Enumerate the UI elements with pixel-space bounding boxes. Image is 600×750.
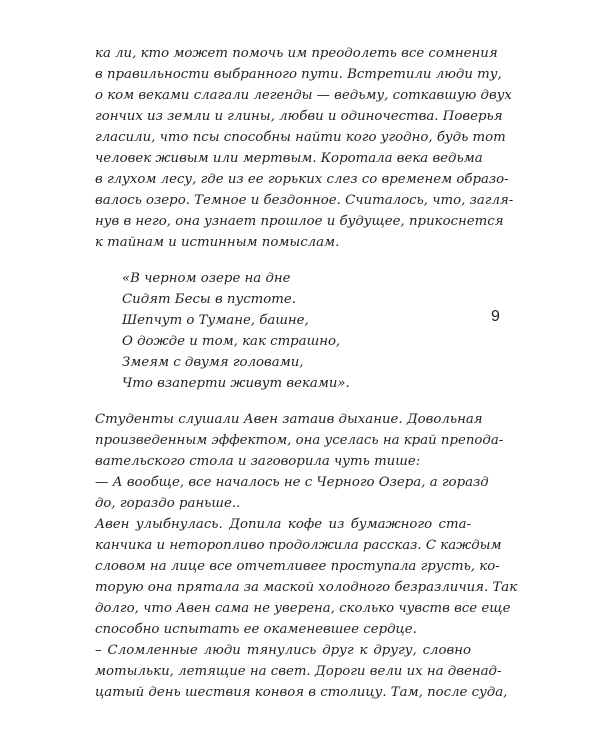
text-line: гончих из земли и глины, любви и одиночества. Поверья <box>95 109 503 124</box>
text-line: канчика и неторопливо продолжила рассказ. С каждым <box>95 538 502 553</box>
verse-line: Змеям с двумя головами, <box>122 355 304 370</box>
verse-line: О дожде и том, как страшно, <box>122 334 341 349</box>
text-line: гласили, что псы способны найти кого угодно, будь тот <box>95 130 506 145</box>
text-line: к тайнам и истинным помыслам. <box>95 235 340 250</box>
text-line: долго, что Авен сама не уверена, сколько чувств все еще <box>95 601 511 616</box>
text-line: до, гораздо раньше.. <box>95 496 241 511</box>
text-line: Авен улыбнулась. Допила кофе из бумажного ста- <box>95 517 471 532</box>
text-line: о ком веками слагали легенды — ведьму, соткавшую двух <box>95 88 512 103</box>
text-line: в правильности выбранного пути. Встретили люди ту, <box>95 67 502 82</box>
verse-line: Что взаперти живут веками». <box>122 376 350 391</box>
text-line: Студенты слушали Авен затаив дыхание. Довольная <box>95 412 483 427</box>
text-line: произведенным эффектом, она уселась на край препода- <box>95 433 504 448</box>
text-line: вательского стола и заговорила чуть тише: <box>95 454 421 469</box>
text-line: мотыльки, летящие на свет. Дороги вели их на двенад- <box>95 664 502 679</box>
verse-line: Сидят Бесы в пустоте. <box>122 292 296 307</box>
text-line: ка ли, кто может помочь им преодолеть все сомнения <box>95 46 498 61</box>
text-line: в глухом лесу, где из ее горьких слез со временем образо- <box>95 172 509 187</box>
text-line: способно испытать ее окаменевшее сердце. <box>95 622 417 637</box>
verse-line: Шепчут о Тумане, башне, <box>122 313 309 328</box>
text-line: — А вообще, все началось не с Черного Озера, а горазд <box>95 475 489 490</box>
text-line: валось озеро. Темное и бездонное. Считалось, что, загля- <box>95 193 514 208</box>
page-number: 9 <box>491 308 500 325</box>
text-line: человек живым или мертвым. Коротала века ведьма <box>95 151 483 166</box>
verse-line: «В черном озере на дне <box>122 271 291 286</box>
text-line: торую она прятала за маской холодного безразличия. Так <box>95 580 518 595</box>
text-line: цатый день шествия конвоя в столицу. Там, после суда, <box>95 685 508 700</box>
text-line: – Сломленные люди тянулись друг к другу, словно <box>95 643 471 658</box>
text-line: словом на лице все отчетливее проступала грусть, ко- <box>95 559 500 574</box>
text-line: нув в него, она узнает прошлое и будущее, прикоснется <box>95 214 504 229</box>
